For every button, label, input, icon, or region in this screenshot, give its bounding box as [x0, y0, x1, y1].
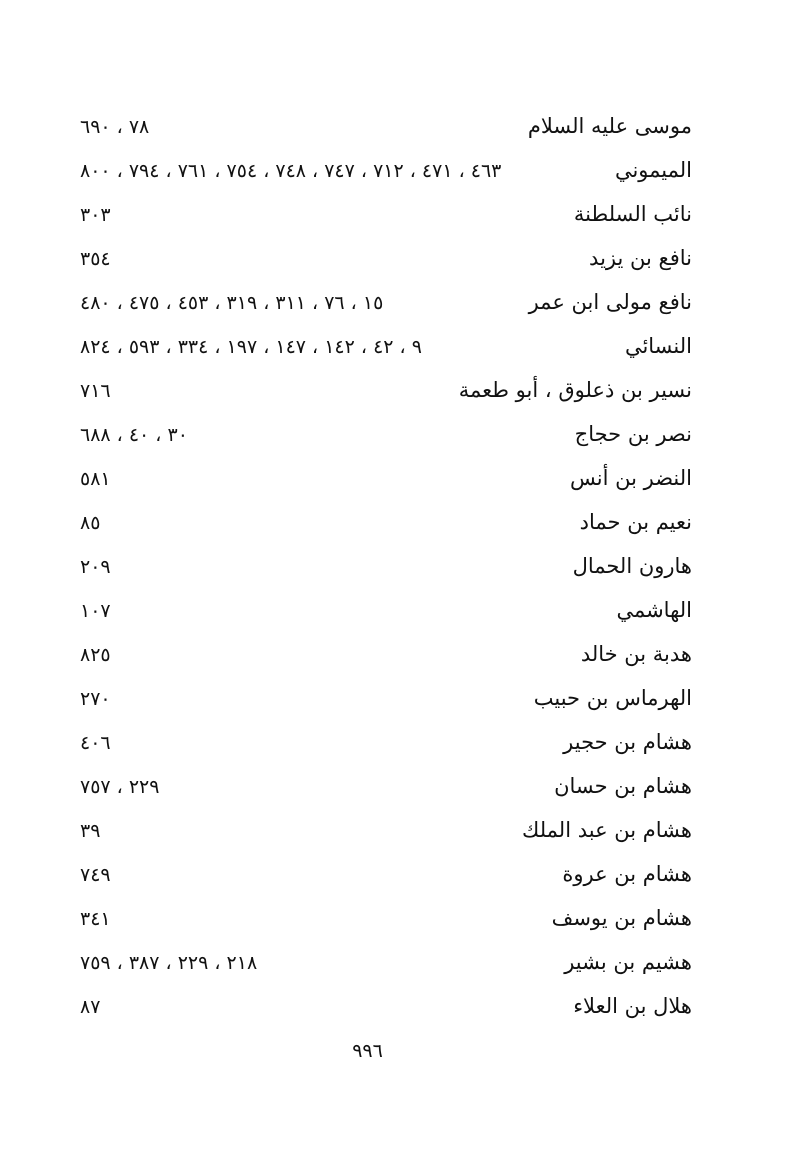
- entry-name: الميموني: [614, 158, 692, 182]
- index-entry: [80, 154, 692, 198]
- entry-pages: ٢٠٩: [80, 556, 111, 578]
- index-entry: [80, 330, 692, 374]
- entry-pages: ٤٦٣ ، ٤٧١ ، ٧١٢ ، ٧٤٧ ، ٧٤٨ ، ٧٥٤ ، ٧٦١ ، ٧٩٤ ، ٨٠٠: [80, 160, 502, 182]
- index-entry: [80, 286, 692, 330]
- index-entry: [80, 198, 692, 242]
- entry-name: نافع مولى ابن عمر: [528, 290, 692, 314]
- index-entry: [80, 858, 692, 902]
- entry-name: هشام بن عروة: [562, 862, 692, 886]
- entry-name: نائب السلطنة: [573, 202, 692, 226]
- index-entry: [80, 990, 692, 1034]
- entry-pages: ٧٨ ، ٦٩٠: [80, 116, 150, 138]
- entry-pages: ١٥ ، ٧٦ ، ٣١١ ، ٣١٩ ، ٤٥٣ ، ٤٧٥ ، ٤٨٠: [80, 292, 384, 314]
- entry-pages: ٣٠٣: [80, 204, 111, 226]
- entry-pages: ٨٢٥: [80, 644, 111, 666]
- entry-name: الهاشمي: [616, 598, 692, 622]
- index-entry: [80, 902, 692, 946]
- entry-name: هشام بن يوسف: [551, 906, 692, 930]
- index-entry: [80, 594, 692, 638]
- entry-name: النضر بن أنس: [569, 466, 692, 490]
- entry-pages: ٢٢٩ ، ٧٥٧: [80, 776, 160, 798]
- index-entry: [80, 462, 692, 506]
- entry-name: هشام بن عبد الملك: [522, 818, 692, 842]
- entry-name: هلال بن العلاء: [573, 994, 692, 1018]
- index-entry: [80, 770, 692, 814]
- entry-pages: ٢١٨ ، ٢٢٩ ، ٣٨٧ ، ٧٥٩: [80, 952, 258, 974]
- entry-pages: ٨٧: [80, 996, 101, 1018]
- entry-name: هدبة بن خالد: [580, 642, 692, 666]
- entry-pages: ١٠٧: [80, 600, 111, 622]
- entry-pages: ٧٤٩: [80, 864, 111, 886]
- entry-name: هشام بن حسان: [554, 774, 692, 798]
- entry-pages: ٩ ، ٤٢ ، ١٤٢ ، ١٤٧ ، ١٩٧ ، ٣٣٤ ، ٥٩٣ ، ٨٢٤: [80, 336, 422, 358]
- index-entry: [80, 418, 692, 462]
- index-entry: [80, 814, 692, 858]
- index-entry: [80, 638, 692, 682]
- entry-pages: ٧١٦: [80, 380, 111, 402]
- index-entry: [80, 242, 692, 286]
- entry-name: النسائي: [624, 334, 692, 358]
- index-entry: [80, 682, 692, 726]
- page-number: ٩٩٦: [352, 1040, 383, 1062]
- index-entries: [80, 110, 692, 1034]
- index-entry: [80, 110, 692, 154]
- entry-pages: ٤٠٦: [80, 732, 111, 754]
- entry-pages: ٣٤١: [80, 908, 111, 930]
- entry-pages: ٨٥: [80, 512, 101, 534]
- entry-name: نصر بن حجاج: [574, 422, 692, 446]
- index-entry: [80, 726, 692, 770]
- entry-name: الهرماس بن حبيب: [533, 686, 692, 710]
- index-entry: [80, 946, 692, 990]
- index-entry: [80, 374, 692, 418]
- entry-name: نسير بن ذعلوق ، أبو طعمة: [458, 378, 692, 402]
- entry-name: هشام بن حجير: [563, 730, 692, 754]
- entry-pages: ٢٧٠: [80, 688, 111, 710]
- entry-pages: ٥٨١: [80, 468, 111, 490]
- entry-name: نافع بن يزيد: [589, 246, 692, 270]
- index-entry: [80, 506, 692, 550]
- entry-name: هشيم بن بشير: [564, 950, 692, 974]
- entry-name: هارون الحمال: [572, 554, 692, 578]
- entry-name: موسى عليه السلام: [527, 114, 692, 138]
- entry-pages: ٣٩: [80, 820, 101, 842]
- entry-pages: ٣٠ ، ٤٠ ، ٦٨٨: [80, 424, 188, 446]
- entry-name: نعيم بن حماد: [579, 510, 692, 534]
- index-entry: [80, 550, 692, 594]
- entry-pages: ٣٥٤: [80, 248, 111, 270]
